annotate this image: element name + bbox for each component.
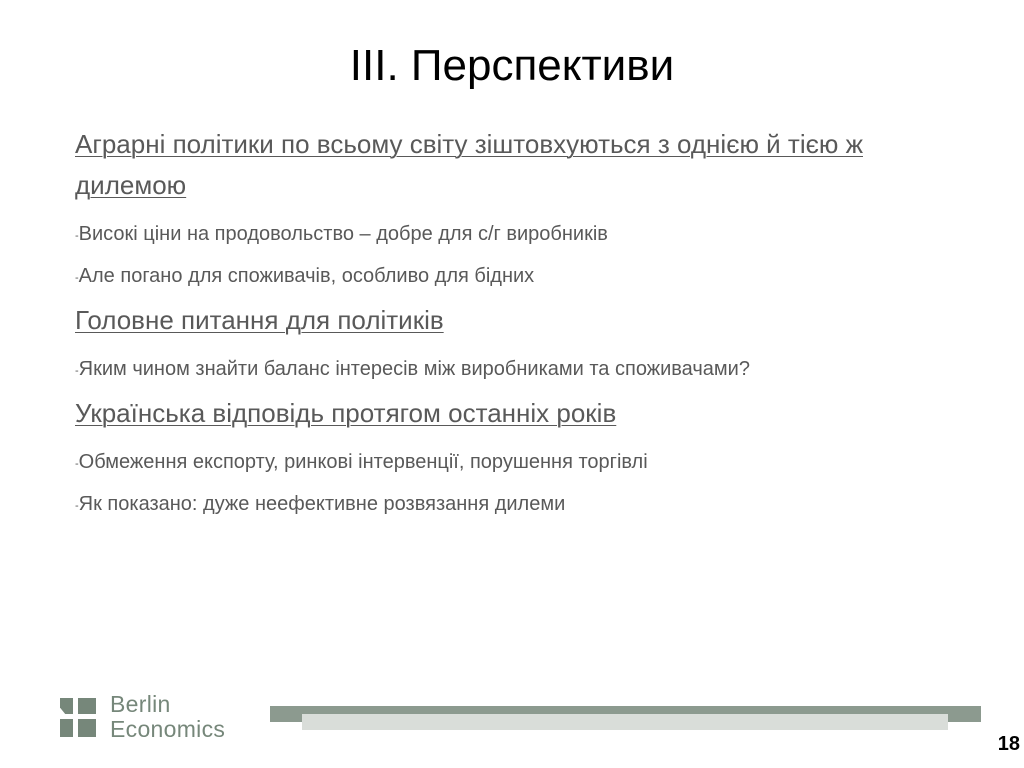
bullet-item: [75, 262, 965, 292]
section-heading: Головне питання для політиків: [75, 305, 444, 335]
logo-line-1: Berlin: [110, 691, 171, 717]
bullet-dash: -: [75, 500, 79, 512]
bullet-dash: -: [75, 458, 79, 470]
berlin-economics-logo: [60, 691, 250, 744]
logo-wordmark: [110, 692, 225, 742]
bullet-text: Як показано: дуже неефективне розвязання дилеми: [78, 493, 566, 515]
bullet-item: [75, 355, 965, 385]
slide-title: III. Перспективи: [349, 41, 675, 90]
bullet-text: Високі ціни на продовольство – добре для с/г виробників: [78, 223, 608, 245]
bullet-text: Але погано для споживачів, особливо для бідних: [78, 265, 535, 287]
section-heading: Аграрні політики по всьому світу зіштовхуються з однією й тією ж дилемою: [75, 129, 863, 200]
section-heading: Українська відповідь протягом останніх років: [75, 398, 617, 428]
bullet-item: [75, 220, 965, 250]
bullet-dash: -: [75, 230, 79, 242]
bullet-text: Яким чином знайти баланс інтересів між виробниками та споживачами?: [78, 358, 750, 380]
slide-content: [75, 124, 965, 520]
bullet-dash: -: [75, 272, 79, 284]
bullet-item: [75, 490, 965, 520]
bullet-item: [75, 448, 965, 478]
logo-squares-icon: [60, 698, 100, 740]
bullet-text: Обмеження експорту, ринкові інтервенції, порушення торгівлі: [78, 451, 648, 473]
page-number: 18: [997, 733, 1020, 755]
bullet-dash: -: [75, 365, 79, 377]
logo-line-2: Economics: [110, 716, 226, 742]
footer-bar-light: [302, 714, 948, 730]
